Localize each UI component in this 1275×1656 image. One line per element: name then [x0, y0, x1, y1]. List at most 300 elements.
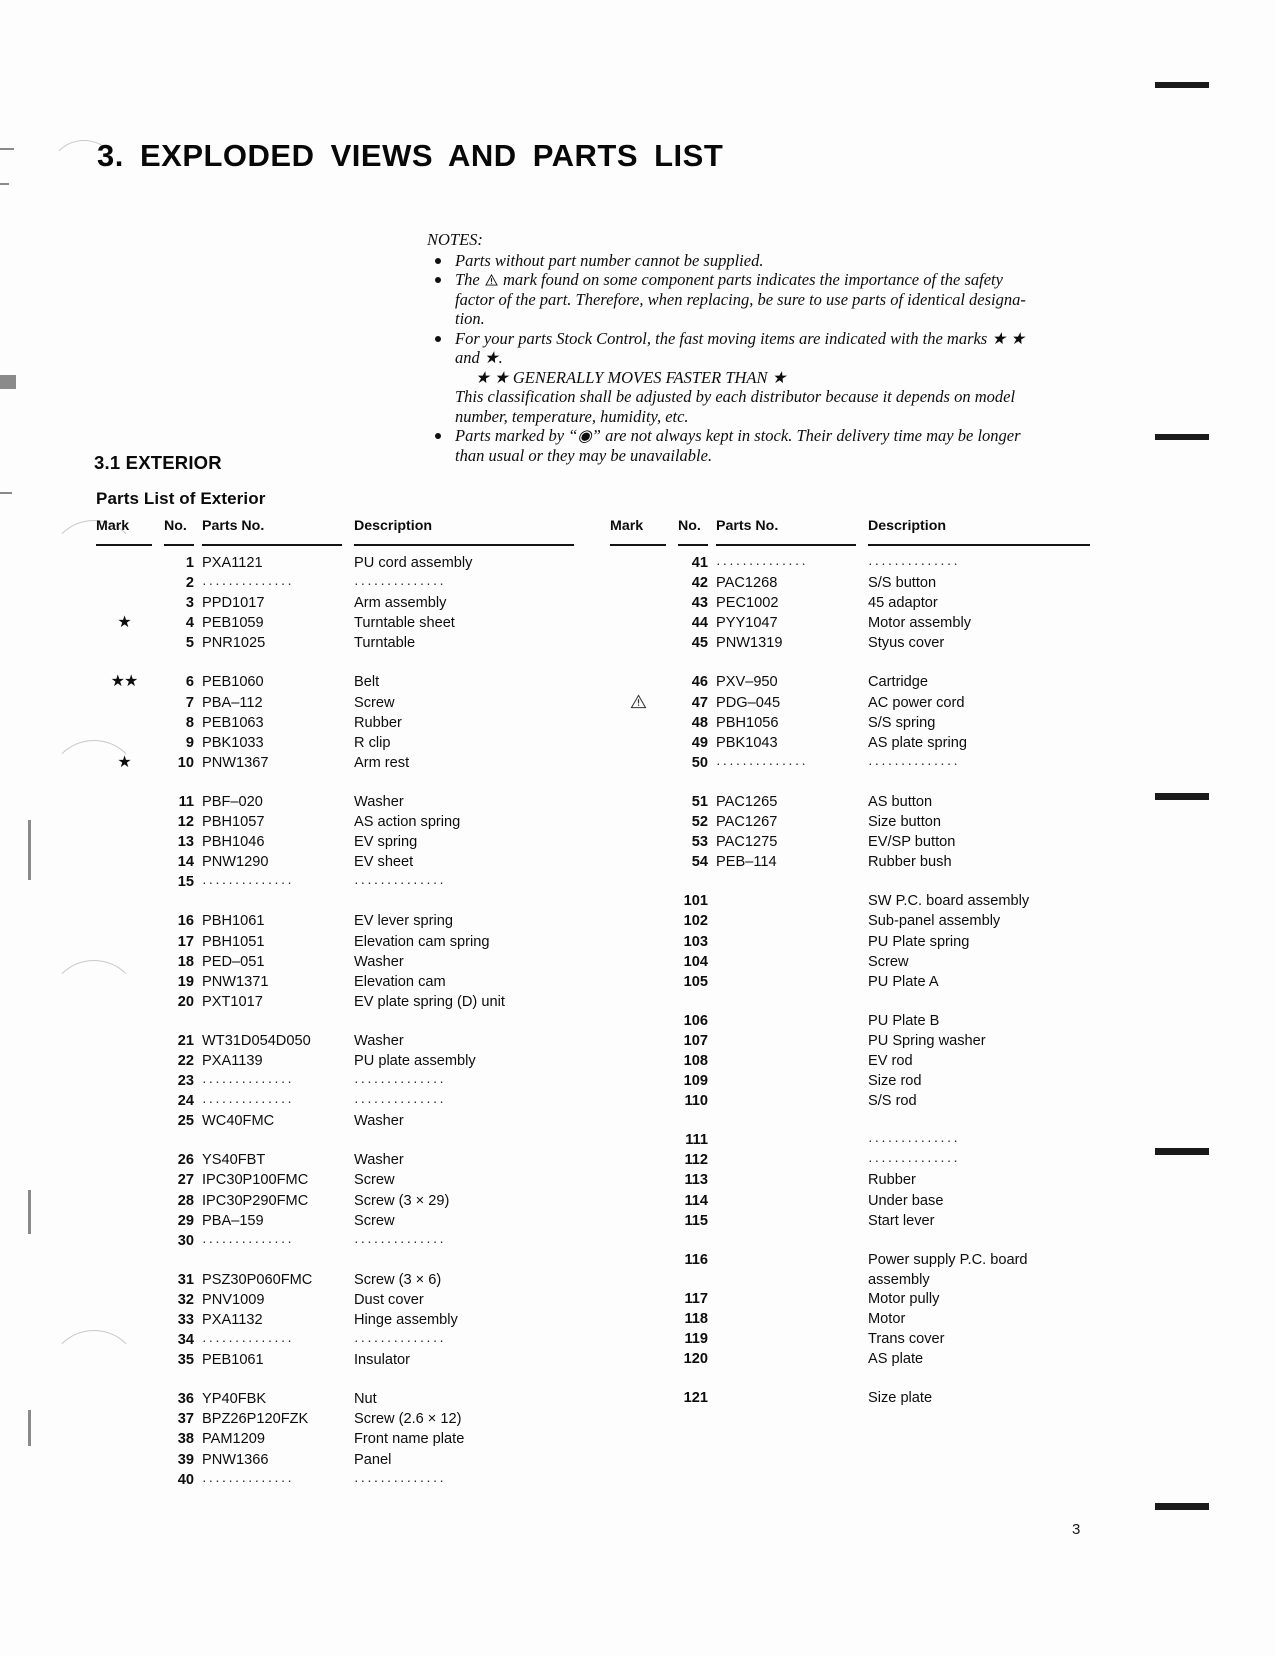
scan-edge-mark: [1155, 434, 1209, 440]
parts-number-cell: WT31D054D050: [202, 1032, 311, 1049]
table-row: [610, 812, 1090, 832]
description-cell: Screw: [354, 694, 395, 711]
item-number-cell: 10: [177, 754, 194, 771]
scan-edge-mark: [1155, 1503, 1209, 1510]
description-cell: Washer: [354, 1152, 404, 1169]
description-cell: EV/SP button: [868, 834, 956, 851]
table-row: [96, 832, 574, 852]
item-number-cell: 21: [177, 1032, 194, 1049]
parts-number-cell: YP40FBK: [202, 1391, 267, 1408]
parts-number-cell: ··············: [202, 1471, 294, 1488]
table-row: [96, 1191, 574, 1211]
description-cell: AC power cord: [868, 694, 965, 711]
item-number-cell: 28: [177, 1192, 194, 1209]
parts-number-cell: ··············: [716, 555, 808, 571]
header-rule-group: [610, 544, 1090, 553]
description-cell: Elevation cam: [354, 973, 446, 990]
table-row: [96, 812, 574, 832]
header-rule: [354, 544, 574, 546]
table-row: [610, 1349, 1090, 1369]
description-cell: Start lever: [868, 1212, 935, 1229]
table-row: [96, 693, 574, 713]
description-cell: Under base: [868, 1192, 944, 1209]
table-row: [96, 1310, 574, 1330]
description-cell: Front name plate: [354, 1431, 465, 1448]
item-number-cell: 27: [177, 1172, 194, 1189]
parts-number-cell: PEB–114: [716, 854, 777, 871]
table-row-continuation: [610, 1270, 1090, 1289]
table-row: [610, 911, 1090, 931]
table-row: [610, 633, 1090, 653]
parts-number-cell: PXA1132: [202, 1312, 263, 1328]
item-number-cell: 18: [177, 953, 194, 970]
item-number-cell: 103: [683, 933, 708, 950]
item-number-cell: 119: [684, 1331, 708, 1347]
description-cell: PU cord assembly: [354, 555, 473, 571]
item-number-cell: 51: [691, 793, 708, 810]
scan-edge-tick: [0, 148, 14, 150]
parts-number-cell: PBH1057: [202, 814, 265, 831]
header-rule: [164, 544, 194, 546]
parts-number-cell: PXT1017: [202, 993, 263, 1010]
parts-list-title: Parts List of Exterior: [96, 489, 266, 508]
description-cell: Sub-panel assembly: [868, 913, 1001, 930]
table-row: [96, 1111, 574, 1131]
item-number-cell: 50: [691, 754, 708, 771]
item-number-cell: 113: [684, 1172, 708, 1189]
item-number-cell: 9: [185, 734, 194, 751]
item-number-cell: 52: [691, 814, 708, 831]
column-header-description: Description: [354, 518, 433, 534]
column-header-mark: Mark: [610, 518, 644, 534]
item-number-cell: 4: [185, 615, 194, 632]
parts-table-right: [610, 518, 1090, 1408]
item-number-cell: 37: [177, 1411, 194, 1428]
table-row: [96, 1150, 574, 1170]
notes-block: [427, 230, 1107, 465]
description-cell: Cartridge: [868, 674, 929, 691]
parts-number-cell: ··············: [202, 1073, 294, 1090]
table-body-right: [610, 553, 1090, 1408]
notes-heading: NOTES:: [427, 230, 483, 249]
table-row: [96, 593, 574, 613]
parts-number-cell: PBK1033: [202, 734, 264, 751]
mark-cell-warning: [610, 694, 666, 710]
item-number-cell: 105: [683, 973, 708, 990]
description-cell: ··············: [354, 874, 446, 891]
description-cell: Washer: [354, 953, 404, 970]
item-number-cell: 111: [685, 1132, 708, 1149]
description-cell: Screw (3 × 29): [354, 1192, 450, 1209]
description-cell: SW P.C. board assembly: [868, 893, 1030, 910]
item-number-cell: 11: [178, 793, 194, 810]
table-row: [610, 613, 1090, 633]
scan-edge-tick: [28, 1190, 31, 1234]
bullet-icon: [435, 277, 441, 283]
parts-number-cell: PNW1319: [716, 635, 783, 652]
item-number-cell: 47: [691, 694, 708, 711]
item-number-cell: 19: [177, 973, 194, 990]
mark-cell: ★: [117, 753, 131, 771]
table-row: [96, 1389, 574, 1409]
column-header-description: Description: [868, 518, 947, 534]
item-number-cell: 118: [684, 1310, 708, 1327]
table-row: [610, 713, 1090, 733]
parts-number-cell: PSZ30P060FMC: [202, 1271, 313, 1288]
table-row: [610, 693, 1090, 713]
parts-number-cell: YS40FBT: [202, 1152, 266, 1169]
table-row: [96, 1091, 574, 1111]
item-number-cell: 44: [691, 615, 708, 632]
item-number-cell: 120: [683, 1351, 708, 1368]
table-row: [96, 1071, 574, 1091]
column-header-parts-no: Parts No.: [202, 518, 265, 534]
parts-number-cell: PNW1366: [202, 1451, 269, 1468]
item-number-cell: 34: [177, 1332, 194, 1349]
column-header-parts-no: Parts No.: [716, 518, 779, 534]
parts-number-cell: ··············: [202, 1232, 294, 1249]
item-number-cell: 43: [691, 595, 708, 612]
description-cell: S/S button: [868, 575, 937, 592]
scan-edge-tick: [0, 183, 9, 185]
table-row: [96, 952, 574, 972]
item-number-cell: 115: [684, 1212, 708, 1229]
note-item-2: [427, 270, 1107, 329]
column-header-no: No.: [678, 518, 701, 534]
description-cell: 45 adaptor: [868, 595, 938, 612]
item-number-cell: 26: [177, 1152, 194, 1169]
parts-number-cell: PPD1017: [202, 595, 265, 612]
table-row: [96, 733, 574, 753]
parts-number-cell: PNR1025: [202, 635, 266, 652]
description-cell: PU Plate spring: [868, 933, 970, 950]
column-header-mark: Mark: [96, 518, 130, 534]
table-row: [96, 1031, 574, 1051]
table-row: [96, 1211, 574, 1231]
item-number-cell: 41: [691, 555, 708, 571]
table-row: [96, 1409, 574, 1429]
description-cell: Panel: [354, 1451, 392, 1468]
table-row: [610, 733, 1090, 753]
parts-table-left: [96, 518, 574, 1490]
description-cell: R clip: [354, 734, 391, 751]
description-cell: Rubber bush: [868, 854, 952, 871]
description-cell: AS button: [868, 793, 933, 810]
parts-number-cell: PNW1371: [202, 973, 269, 990]
note-text-line1: For your parts Stock Control, the fast moving items are indicated with the marks ★ ★: [455, 328, 1026, 348]
description-cell: ··············: [868, 1132, 960, 1149]
note-text-suffix: mark found on some component parts indicates the importance of the safety: [498, 270, 1003, 289]
item-number-cell: 25: [177, 1113, 194, 1130]
parts-number-cell: PEB1060: [202, 674, 264, 691]
item-number-cell: 40: [177, 1471, 194, 1488]
table-row: [610, 1130, 1090, 1150]
item-number-cell: 17: [177, 933, 194, 950]
description-cell: Insulator: [354, 1352, 410, 1369]
item-number-cell: 15: [177, 874, 194, 891]
parts-number-cell: PYY1047: [716, 615, 778, 632]
description-cell: Screw: [354, 1172, 395, 1189]
bullet-icon: [435, 336, 441, 342]
note-text-line5: number, temperature, humidity, etc.: [455, 406, 689, 426]
table-row: [96, 1290, 574, 1310]
note-item-3: [427, 329, 1107, 427]
description-cell: ··············: [354, 575, 446, 592]
parts-number-cell: PXA1139: [202, 1052, 263, 1069]
description-cell: ··············: [354, 1073, 446, 1090]
table-row: [96, 1350, 574, 1370]
description-cell: EV sheet: [354, 854, 414, 871]
column-header-no: No.: [164, 518, 187, 534]
description-cell: Turntable sheet: [354, 615, 455, 632]
description-cell: Styus cover: [868, 635, 945, 652]
description-cell: Size rod: [868, 1073, 922, 1090]
item-number-cell: 110: [684, 1093, 708, 1110]
item-number-cell: 107: [683, 1032, 708, 1049]
parts-number-cell: IPC30P100FMC: [202, 1172, 309, 1189]
table-row: [610, 972, 1090, 992]
parts-number-cell: PAM1209: [202, 1431, 266, 1448]
scan-edge-mark: [1155, 82, 1209, 88]
table-body-left: [96, 553, 574, 1490]
parts-number-cell: PAC1267: [716, 814, 778, 831]
table-row: [610, 1051, 1090, 1071]
page-title: 3. EXPLODED VIEWS AND PARTS LIST: [97, 138, 724, 173]
description-cell: Motor pully: [868, 1290, 940, 1307]
table-row: [96, 1470, 574, 1490]
description-cell: Trans cover: [868, 1331, 945, 1347]
scan-edge-mark: [1155, 1148, 1209, 1155]
section-title: 3.1 EXTERIOR: [94, 452, 222, 473]
table-row: [96, 573, 574, 593]
description-cell: AS plate: [868, 1351, 924, 1368]
note-text-line1: Parts marked by “◉” are not always kept in stock. Their delivery time may be longer: [455, 426, 1021, 445]
table-row: [610, 593, 1090, 613]
table-row: [610, 1388, 1090, 1408]
description-cell: EV rod: [868, 1052, 913, 1069]
table-row: [96, 1270, 574, 1290]
table-row: [610, 672, 1090, 692]
header-rule: [202, 544, 342, 546]
description-cell: PU Plate A: [868, 973, 939, 990]
note-text-line4: This classification shall be adjusted by each distributor because it depends on model: [455, 387, 1016, 406]
note-text-prefix: The: [455, 270, 484, 289]
scan-edge-tick: [0, 492, 12, 494]
description-cell: Size button: [868, 814, 942, 831]
description-cell: Screw (2.6 × 12): [354, 1411, 462, 1428]
mark-cell: ★★: [110, 673, 138, 691]
table-row: [96, 633, 574, 653]
description-cell: EV spring: [354, 834, 418, 851]
parts-number-cell: PED–051: [202, 953, 265, 970]
item-number-cell: 7: [185, 694, 194, 711]
item-number-cell: 13: [177, 834, 194, 851]
scan-edge-tick: [28, 820, 31, 880]
item-number-cell: 1: [185, 555, 194, 571]
item-number-cell: 101: [683, 893, 708, 910]
description-cell: Rubber: [868, 1172, 916, 1189]
item-number-cell: 31: [177, 1271, 194, 1288]
table-row: [610, 832, 1090, 852]
description-cell: PU Spring washer: [868, 1032, 986, 1049]
note-item-1: [427, 251, 1107, 271]
description-cell: Washer: [354, 1113, 404, 1130]
description-cell: ··············: [868, 1152, 960, 1169]
description-cell: Belt: [354, 674, 380, 691]
table-row: [96, 753, 574, 773]
item-number-cell: 23: [177, 1073, 194, 1090]
table-row: [610, 1329, 1090, 1349]
table-row: [96, 613, 574, 633]
item-number-cell: 33: [177, 1312, 194, 1328]
item-number-cell: 36: [177, 1391, 194, 1408]
description-cell: PU plate assembly: [354, 1052, 476, 1069]
header-rule: [716, 544, 856, 546]
table-row: [96, 1051, 574, 1071]
table-row: [610, 1091, 1090, 1111]
table-row: [610, 891, 1090, 911]
table-row: [610, 1031, 1090, 1051]
table-row: [96, 932, 574, 952]
item-number-cell: 108: [683, 1052, 708, 1069]
description-cell: ··············: [868, 754, 960, 771]
description-cell: Elevation cam spring: [354, 933, 490, 950]
item-number-cell: 14: [177, 854, 194, 871]
item-number-cell: 106: [683, 1012, 708, 1029]
table-row: [610, 852, 1090, 872]
table-row: [610, 932, 1090, 952]
parts-number-cell: PBA–112: [202, 694, 263, 711]
warning-triangle-icon: [485, 274, 498, 286]
parts-number-cell: PDG–045: [716, 694, 781, 711]
description-cell: Hinge assembly: [354, 1312, 458, 1328]
parts-number-cell: PBH1051: [202, 933, 265, 950]
item-number-cell: 2: [185, 575, 194, 592]
description-cell: Screw: [868, 953, 909, 970]
table-row: [610, 1211, 1090, 1231]
parts-number-cell: ··············: [716, 754, 808, 771]
parts-number-cell: PXV–950: [716, 674, 778, 691]
note-text: Parts without part number cannot be supplied.: [455, 250, 764, 270]
item-number-cell: 5: [185, 635, 194, 652]
item-number-cell: 104: [683, 953, 708, 970]
parts-number-cell: ··············: [202, 874, 294, 891]
item-number-cell: 39: [177, 1451, 194, 1468]
description-cell: S/S rod: [868, 1093, 917, 1110]
header-rule: [96, 544, 152, 546]
description-cell: EV plate spring (D) unit: [354, 993, 505, 1010]
parts-number-cell: PNW1290: [202, 854, 269, 871]
note-text-line3: ★ ★ GENERALLY MOVES FASTER THAN ★: [475, 367, 787, 387]
table-row: [96, 1170, 574, 1190]
parts-number-cell: PAC1275: [716, 834, 778, 851]
scan-edge-tick: [0, 375, 16, 389]
description-cell: Arm assembly: [354, 595, 447, 612]
item-number-cell: 38: [177, 1431, 194, 1448]
description-cell: PU Plate B: [868, 1012, 940, 1029]
table-row: [610, 1309, 1090, 1329]
table-header-row: [610, 518, 1090, 544]
page-number: 3: [1072, 1521, 1081, 1538]
mark-cell: ★: [117, 614, 131, 632]
table-row: [610, 1289, 1090, 1309]
description-cell: ··············: [354, 1232, 446, 1249]
parts-number-cell: PBH1061: [202, 913, 265, 930]
description-cell: Arm rest: [354, 754, 410, 771]
parts-number-cell: ··············: [202, 575, 294, 592]
item-number-cell: 46: [691, 674, 708, 691]
item-number-cell: 24: [177, 1093, 194, 1110]
table-row: [96, 972, 574, 992]
item-number-cell: 30: [177, 1232, 194, 1249]
table-row: [610, 1071, 1090, 1091]
description-cell-continued: assembly: [868, 1271, 930, 1288]
parts-number-cell: PAC1265: [716, 793, 778, 810]
item-number-cell: 29: [177, 1212, 194, 1229]
item-number-cell: 6: [185, 674, 194, 691]
item-number-cell: 54: [691, 854, 708, 871]
table-row: [96, 1450, 574, 1470]
description-cell: AS action spring: [354, 814, 461, 831]
item-number-cell: 121: [683, 1390, 708, 1407]
item-number-cell: 20: [177, 993, 194, 1010]
description-cell: S/S spring: [868, 714, 936, 731]
description-cell: Power supply P.C. board: [868, 1251, 1028, 1268]
note-text-line2: than usual or they may be unavailable.: [455, 445, 713, 465]
item-number-cell: 8: [185, 714, 194, 731]
description-cell: Nut: [354, 1391, 377, 1408]
description-cell: Size plate: [868, 1390, 933, 1407]
description-cell: Screw (3 × 6): [354, 1271, 442, 1288]
table-header-row: [96, 518, 574, 544]
table-row: [96, 992, 574, 1012]
table-row: [610, 792, 1090, 812]
parts-number-cell: IPC30P290FMC: [202, 1192, 309, 1209]
item-number-cell: 53: [691, 834, 708, 851]
parts-number-cell: PBH1056: [716, 714, 779, 731]
header-rule: [610, 544, 666, 546]
table-row: [610, 952, 1090, 972]
table-row: [610, 1150, 1090, 1170]
note-text-line2: factor of the part. Therefore, when replacing, be sure to use parts of identical designa-: [455, 289, 1026, 309]
table-row: [96, 792, 574, 812]
table-row: [610, 1191, 1090, 1211]
scan-edge-mark: [1155, 793, 1209, 800]
table-row: [610, 553, 1090, 573]
item-number-cell: 16: [177, 913, 194, 930]
parts-number-cell: PEB1061: [202, 1352, 264, 1369]
table-row: [96, 1429, 574, 1449]
description-cell: Motor: [868, 1310, 906, 1327]
description-cell: Screw: [354, 1212, 395, 1229]
description-cell: Rubber: [354, 714, 402, 731]
bullet-icon: [435, 258, 441, 264]
note-item-4: [427, 426, 1107, 465]
parts-number-cell: WC40FMC: [202, 1113, 275, 1130]
item-number-cell: 112: [684, 1152, 708, 1169]
item-number-cell: 116: [684, 1251, 708, 1268]
parts-number-cell: PEB1063: [202, 714, 264, 731]
table-row: [96, 1231, 574, 1251]
note-text-line3: tion.: [455, 309, 485, 328]
scan-edge-tick: [28, 1410, 31, 1446]
description-cell: Washer: [354, 793, 404, 810]
parts-number-cell: PXA1121: [202, 555, 263, 571]
description-cell: ··············: [354, 1471, 446, 1488]
item-number-cell: 109: [683, 1073, 708, 1090]
item-number-cell: 45: [691, 635, 708, 652]
item-number-cell: 114: [684, 1192, 708, 1209]
